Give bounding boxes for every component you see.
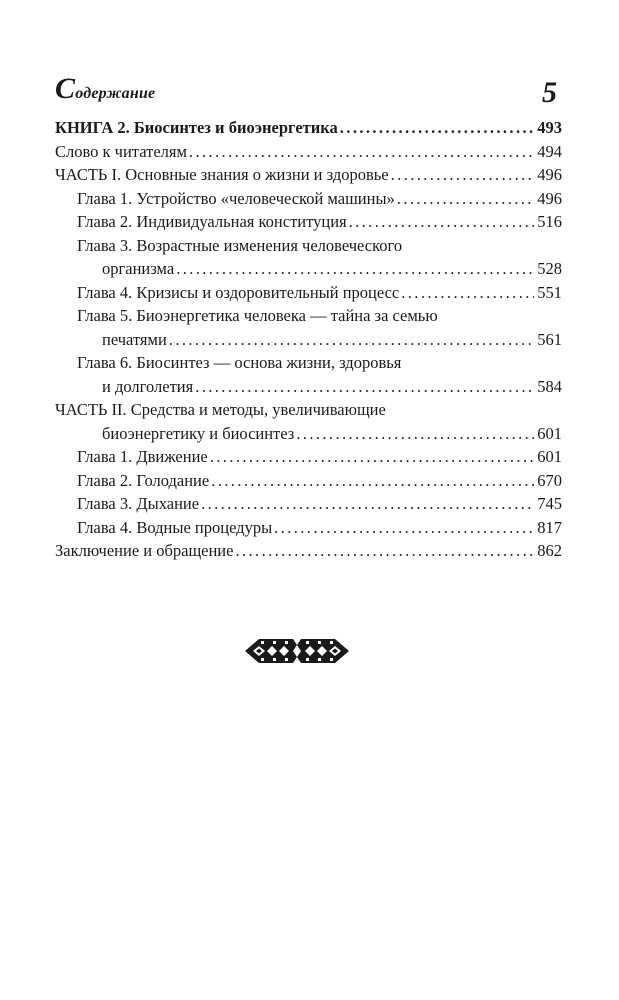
dot-leader (235, 541, 534, 561)
toc-entry-title: Глава 2. Голодание (77, 470, 210, 490)
toc-entry-page: 584 (537, 376, 562, 396)
running-title-rest: одержание (75, 85, 156, 102)
toc-entry-page: 494 (537, 141, 562, 161)
toc-entry-continuation[interactable] (55, 330, 562, 354)
dot-leader (274, 518, 534, 538)
dot-leader (169, 330, 534, 350)
toc-entry-page: 745 (537, 494, 562, 513)
toc-entry[interactable] (55, 518, 562, 542)
toc-entry[interactable] (55, 212, 562, 236)
toc-entry-title: и долголетия (102, 376, 194, 396)
toc-entry-title: Глава 3. Возрастные изменения человеческого (77, 235, 403, 255)
toc-entry-page: 528 (537, 259, 562, 278)
dot-leader (349, 212, 535, 232)
toc-entry-continuation[interactable] (55, 259, 562, 283)
running-title (55, 74, 155, 104)
toc-entry[interactable] (55, 447, 562, 471)
toc-entry-page: 670 (537, 470, 562, 490)
toc-entry[interactable] (55, 400, 562, 424)
toc-entry-page: 862 (537, 541, 562, 560)
toc-entry[interactable] (55, 236, 562, 260)
toc-entry-page: 496 (537, 165, 562, 184)
running-title-initial: С (55, 72, 76, 105)
toc-entry-title: Глава 2. Индивидуальная конституция (77, 212, 347, 231)
page-number: 5 (542, 76, 557, 109)
toc-entry-title: Заключение и обращение (55, 541, 234, 560)
toc-entry-title: организма (102, 259, 175, 278)
toc-entry-page: 561 (537, 329, 562, 349)
toc-entry-title: Слово к читателям (55, 141, 187, 161)
dot-leader (176, 259, 534, 279)
table-of-contents (55, 118, 562, 565)
toc-entry-page: 551 (537, 282, 562, 302)
toc-entry-title: Глава 1. Устройство «человеческой машины» (77, 188, 395, 208)
toc-entry-title: Глава 1. Движение (77, 447, 208, 466)
toc-entry-title: Глава 6. Биосинтез — основа жизни, здоровья (77, 353, 402, 372)
toc-entry-page: 496 (537, 188, 562, 208)
toc-entry[interactable] (55, 471, 562, 495)
toc-entry[interactable] (55, 494, 562, 518)
dot-leader (201, 494, 534, 514)
toc-entry[interactable] (55, 165, 562, 189)
toc-entry[interactable] (55, 118, 562, 142)
toc-entry-page: 516 (537, 212, 562, 231)
toc-entry[interactable] (55, 353, 562, 377)
toc-entry-page: 493 (537, 118, 562, 137)
toc-entry-title: биоэнергетику и биосинтез (102, 423, 295, 443)
toc-entry-title: Глава 4. Водные процедуры (77, 517, 273, 537)
toc-entry-title: Глава 4. Кризисы и оздоровительный процесс (77, 282, 400, 302)
toc-entry-title: ЧАСТЬ I. Основные знания о жизни и здоровье (55, 165, 389, 184)
dot-leader (340, 118, 534, 138)
toc-entry[interactable] (55, 189, 562, 213)
dot-leader (391, 165, 535, 185)
dot-leader (401, 283, 534, 303)
decorative-leaf-ornament-icon (243, 634, 351, 668)
toc-entry[interactable] (55, 283, 562, 307)
toc-entry-continuation[interactable] (55, 424, 562, 448)
dot-leader (210, 447, 535, 467)
toc-entry-page: 601 (537, 447, 562, 466)
toc-entry-continuation[interactable] (55, 377, 562, 401)
ornament-graphic (243, 634, 351, 668)
toc-entry-title: КНИГА 2. Биосинтез и биоэнергетика (55, 118, 338, 137)
toc-entry[interactable] (55, 541, 562, 565)
dot-leader (397, 189, 534, 209)
toc-entry-title: Глава 5. Биоэнергетика человека — тайна за семью (77, 306, 438, 325)
dot-leader (296, 424, 534, 444)
dot-leader (211, 471, 534, 491)
toc-entry-title: печатями (102, 329, 167, 349)
dot-leader (189, 142, 534, 162)
toc-entry-page: 817 (537, 517, 562, 537)
running-header (55, 72, 557, 108)
toc-entry[interactable] (55, 306, 562, 330)
toc-entry-page: 601 (537, 423, 562, 443)
toc-entry[interactable] (55, 142, 562, 166)
toc-entry-title: Глава 3. Дыхание (77, 494, 200, 513)
toc-entry-title: ЧАСТЬ II. Средства и методы, увеличивающие (55, 400, 386, 419)
dot-leader (195, 377, 534, 397)
